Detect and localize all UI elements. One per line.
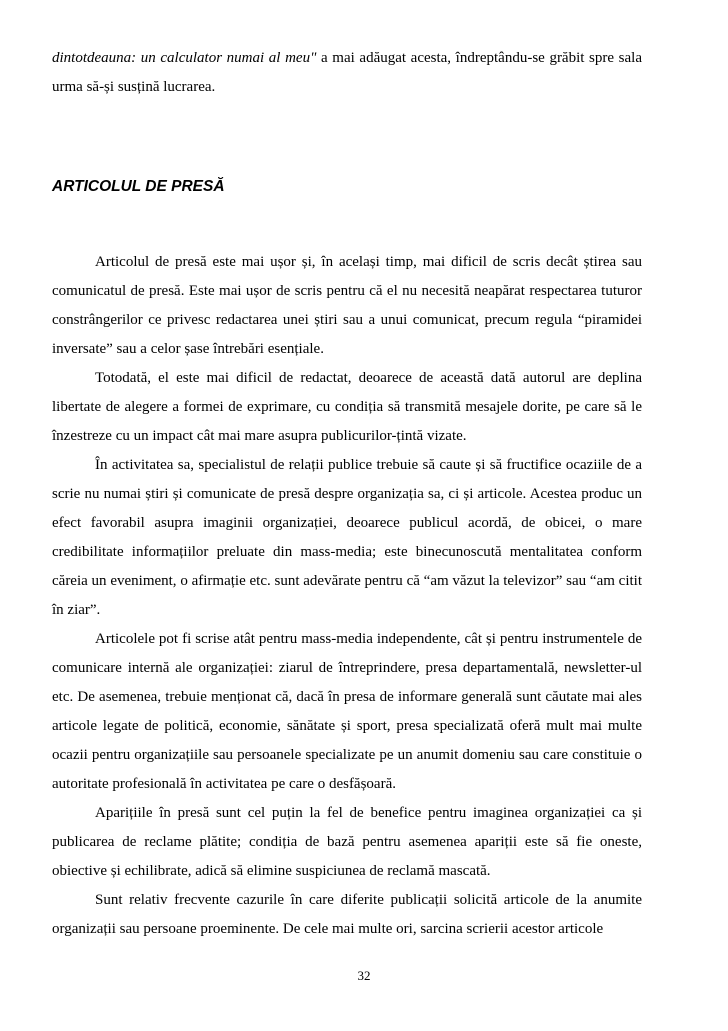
paragraph: Totodată, el este mai dificil de redactat, deoarece de această dată autorul are deplina libertate de alegere a formei de exprimare, cu condiția să transmită mesajele dorite, pe care să le înzestreze cu un impact cât mai mare asupra publicurilor-țintă vizate. (52, 370, 642, 444)
paragraph: Sunt relativ frecvente cazurile în care diferite publicații solicită articole de la anumite organizații sau persoane proeminente. De cele mai multe ori, sarcina scrierii acestor articole (52, 892, 642, 937)
paragraph: Articolele pot fi scrise atât pentru mass-media independente, cât și pentru instrumentele de comunicare internă ale organizației: ziarul de întreprindere, presa departamentală, newsletter-ul etc. De asemenea, trebuie menționat că, dacă în presa de informare generală sunt căutate mai ales articole legate de politică, economie, sănătate și sport, presa specializată oferă mult mai multe ocazii pentru organizațiile sau persoanele specializate pe un anumit domeniu sau care constituie o autoritate profesională în activitatea pe care o desfășoară. (52, 631, 642, 792)
intro-paragraph (52, 44, 642, 102)
intro-text (52, 44, 642, 102)
paragraph: Aparițiile în presă sunt cel puțin la fel de benefice pentru imaginea organizației ca și publicarea de reclame plătite; condiția de bază pentru asemenea apariții este să fie oneste, obiective și echilibrate, adică să elimine suspiciunea de reclamă mascată. (52, 805, 642, 879)
intro-quote: dintotdeauna: un calculator numai al meu" (52, 50, 317, 66)
page-number: 32 (357, 968, 371, 983)
paragraph: În activitatea sa, specialistul de relații publice trebuie să caute și să fructifice ocaziile de a scrie nu numai știri și comunicate de presă despre organizația sa, ci și articole. Acestea produc un efect favorabil asupra imaginii organizației, deoarece publicul acordă, de obicei, o mare credibilitate informațiilor preluate din mass-media; este binecunoscută mentalitatea conform căreia un eveniment, o afirmație etc. sunt adevărate pentru că “am văzut la televizor” sau “am citit în ziar”. (52, 457, 642, 618)
body-text (52, 248, 642, 944)
intro-rest: a mai adăugat acesta, îndreptându-se grăbit spre sala urma să-și susțină lucrarea. (52, 50, 642, 95)
paragraph: Articolul de presă este mai ușor și, în același timp, mai dificil de scris decât știrea sau comunicatul de presă. Este mai ușor de scris pentru că el nu necesită neapărat respectarea tuturor constrângerilor ce privesc redactarea unei știri sau a unui comunicat, precum regula “piramidei inversate” sau a celor șase întrebări esențiale. (52, 254, 642, 357)
section-heading: ARTICOLUL DE PRESĂ (52, 178, 225, 195)
